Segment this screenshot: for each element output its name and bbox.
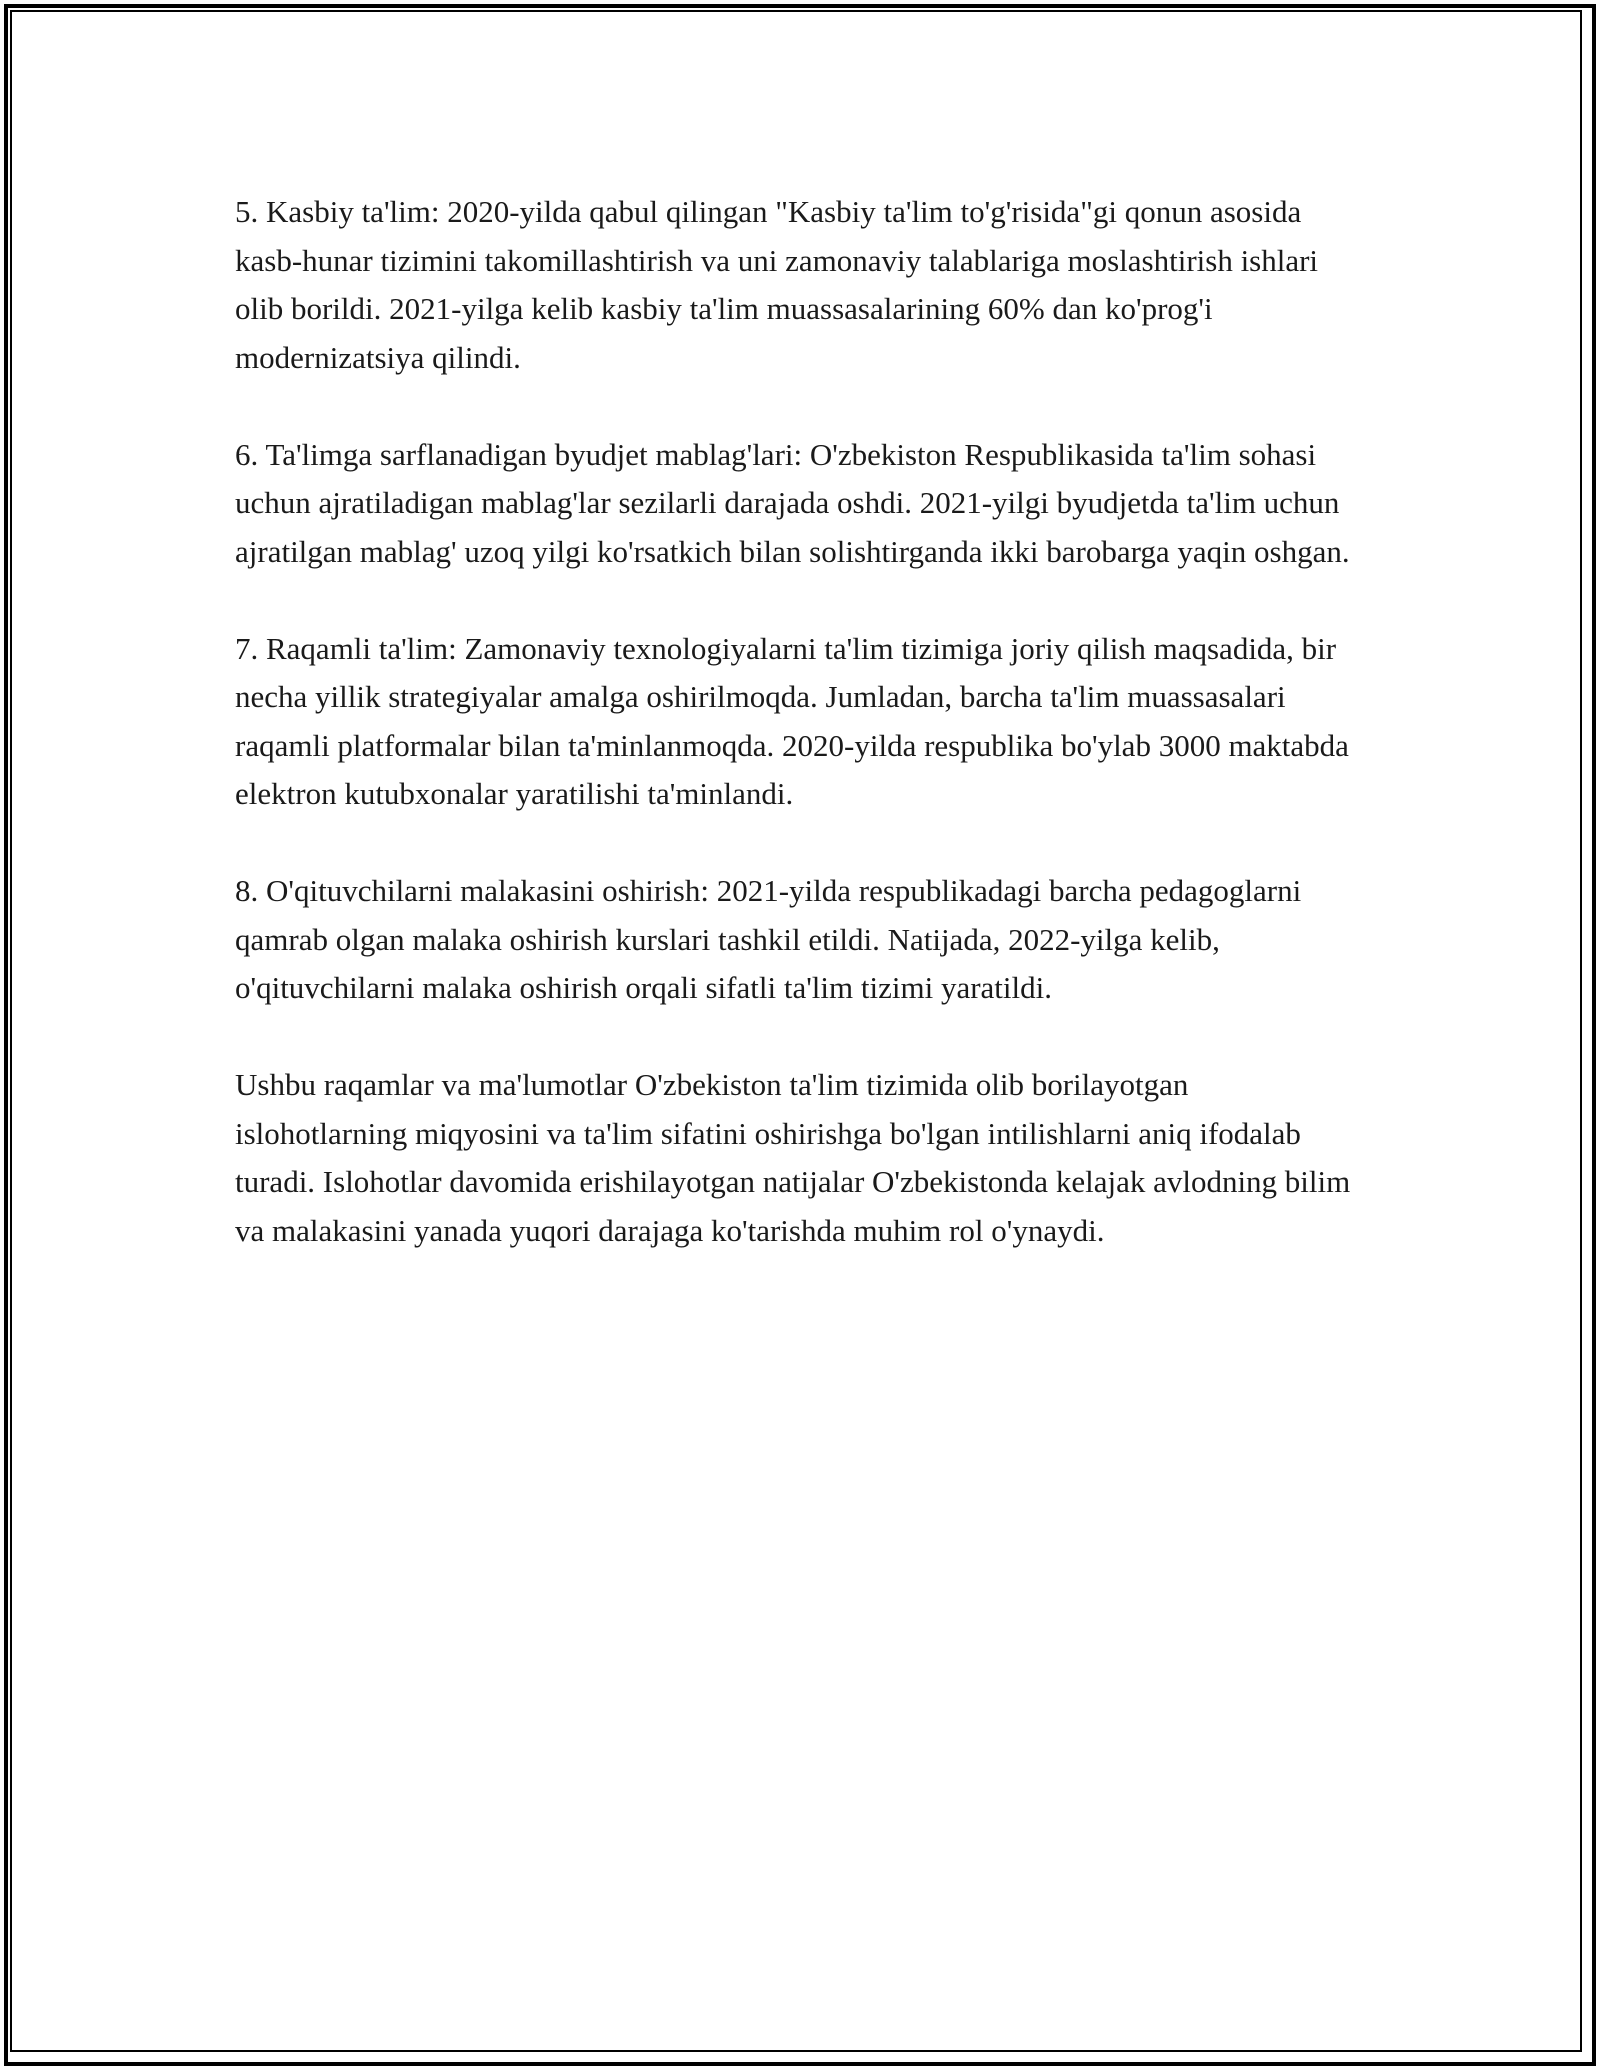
paragraph-digital-education: 7. Raqamli ta'lim: Zamonaviy texnologiyalarni ta'lim tizimiga joriy qilish maqsadida, bir necha yillik strategiyalar amalga oshirilmoqda. Jumladan, barcha ta'lim muassasalari raqamli platformalar bilan ta'minlanmoqda. 2020-yilda respublika bo'ylab 3000 maktabda elektron kutubxonalar yaratilishi ta'minlandi. [235, 630, 1349, 811]
paragraph-vocational-education: 5. Kasbiy ta'lim: 2020-yilda qabul qilingan "Kasbiy ta'lim to'g'risida"gi qonun asosida kasb-hunar tizimini takomillashtirish va uni zamonaviy talablariga moslashtirish ishlari olib borildi. 2021-yilga kelib kasbiy ta'lim muassasalarining 60% dan ko'prog'i modernizatsiya qilindi. [235, 194, 1319, 375]
paragraph-education-budget: 6. Ta'limga sarflanadigan byudjet mablag'lari: O'zbekiston Respublikasida ta'lim sohasi uchun ajratiladigan mablag'lar sezilarli darajada oshdi. 2021-yilgi byudjetda ta'lim uchun ajratilgan mablag' uzoq yilgi ko'rsatkich bilan solishtirganda ikki barobarga yaqin oshgan. [235, 436, 1350, 569]
paragraph-teacher-training: 8. O'qituvchilarni malakasini oshirish: 2021-yilda respublikadagi barcha pedagoglarni qamrab olgan malaka oshirish kurslari tashkil etildi. Natijada, 2022-yilga kelib, o'qituvchilarni malaka oshirish orqali sifatli ta'lim tizimi yaratildi. [235, 873, 1302, 1005]
document-body [235, 188, 1365, 1304]
paragraph-conclusion: Ushbu raqamlar va ma'lumotlar O'zbekiston ta'lim tizimida olib borilayotgan islohotlarning miqyosini va ta'lim sifatini oshirishga bo'lgan intilishlarni aniq ifodalab turadi. Islohotlar davomida erishilayotgan natijalar O'zbekistonda kelajak avlodning bilim va malakasini yanada yuqori darajaga ko'tarishda muhim rol o'ynaydi. [235, 1067, 1351, 1248]
